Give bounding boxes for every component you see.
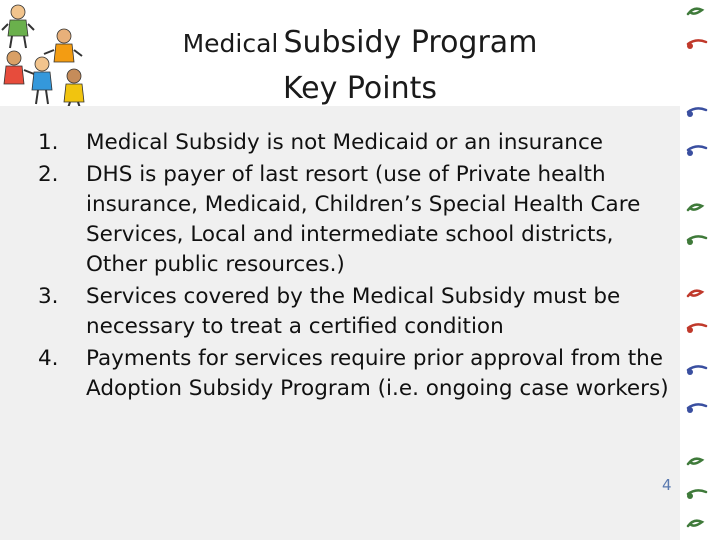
list-number: 3. [38,284,59,309]
list-item [38,344,678,404]
list-item [38,282,678,342]
list-text: Payments for services require prior approval from the Adoption Subsidy Program (i.e. ongoing case workers) [86,346,669,401]
children-circle-logo-icon [0,0,90,108]
list-text: Medical Subsidy is not Medicaid or an insurance [86,130,603,155]
list-text: Services covered by the Medical Subsidy must be necessary to treat a certified condition [86,284,621,339]
list-item [38,160,678,280]
title-line2: Key Points [282,71,438,106]
list-number: 4. [38,346,59,371]
slide-title [130,22,590,110]
swirl-border-icon [680,0,720,540]
key-points-list [38,128,678,406]
list-number: 2. [38,162,59,187]
title-prefix: Medical [182,29,279,58]
list-item [38,128,678,158]
title-line1: Subsidy Program [283,25,538,60]
list-number: 1. [38,130,59,155]
page-number: 4 [662,476,672,494]
list-text: DHS is payer of last resort (use of Private health insurance, Medicaid, Children’s Special Health Care Services, Local and intermediate school districts, Other public resources.) [86,162,641,277]
